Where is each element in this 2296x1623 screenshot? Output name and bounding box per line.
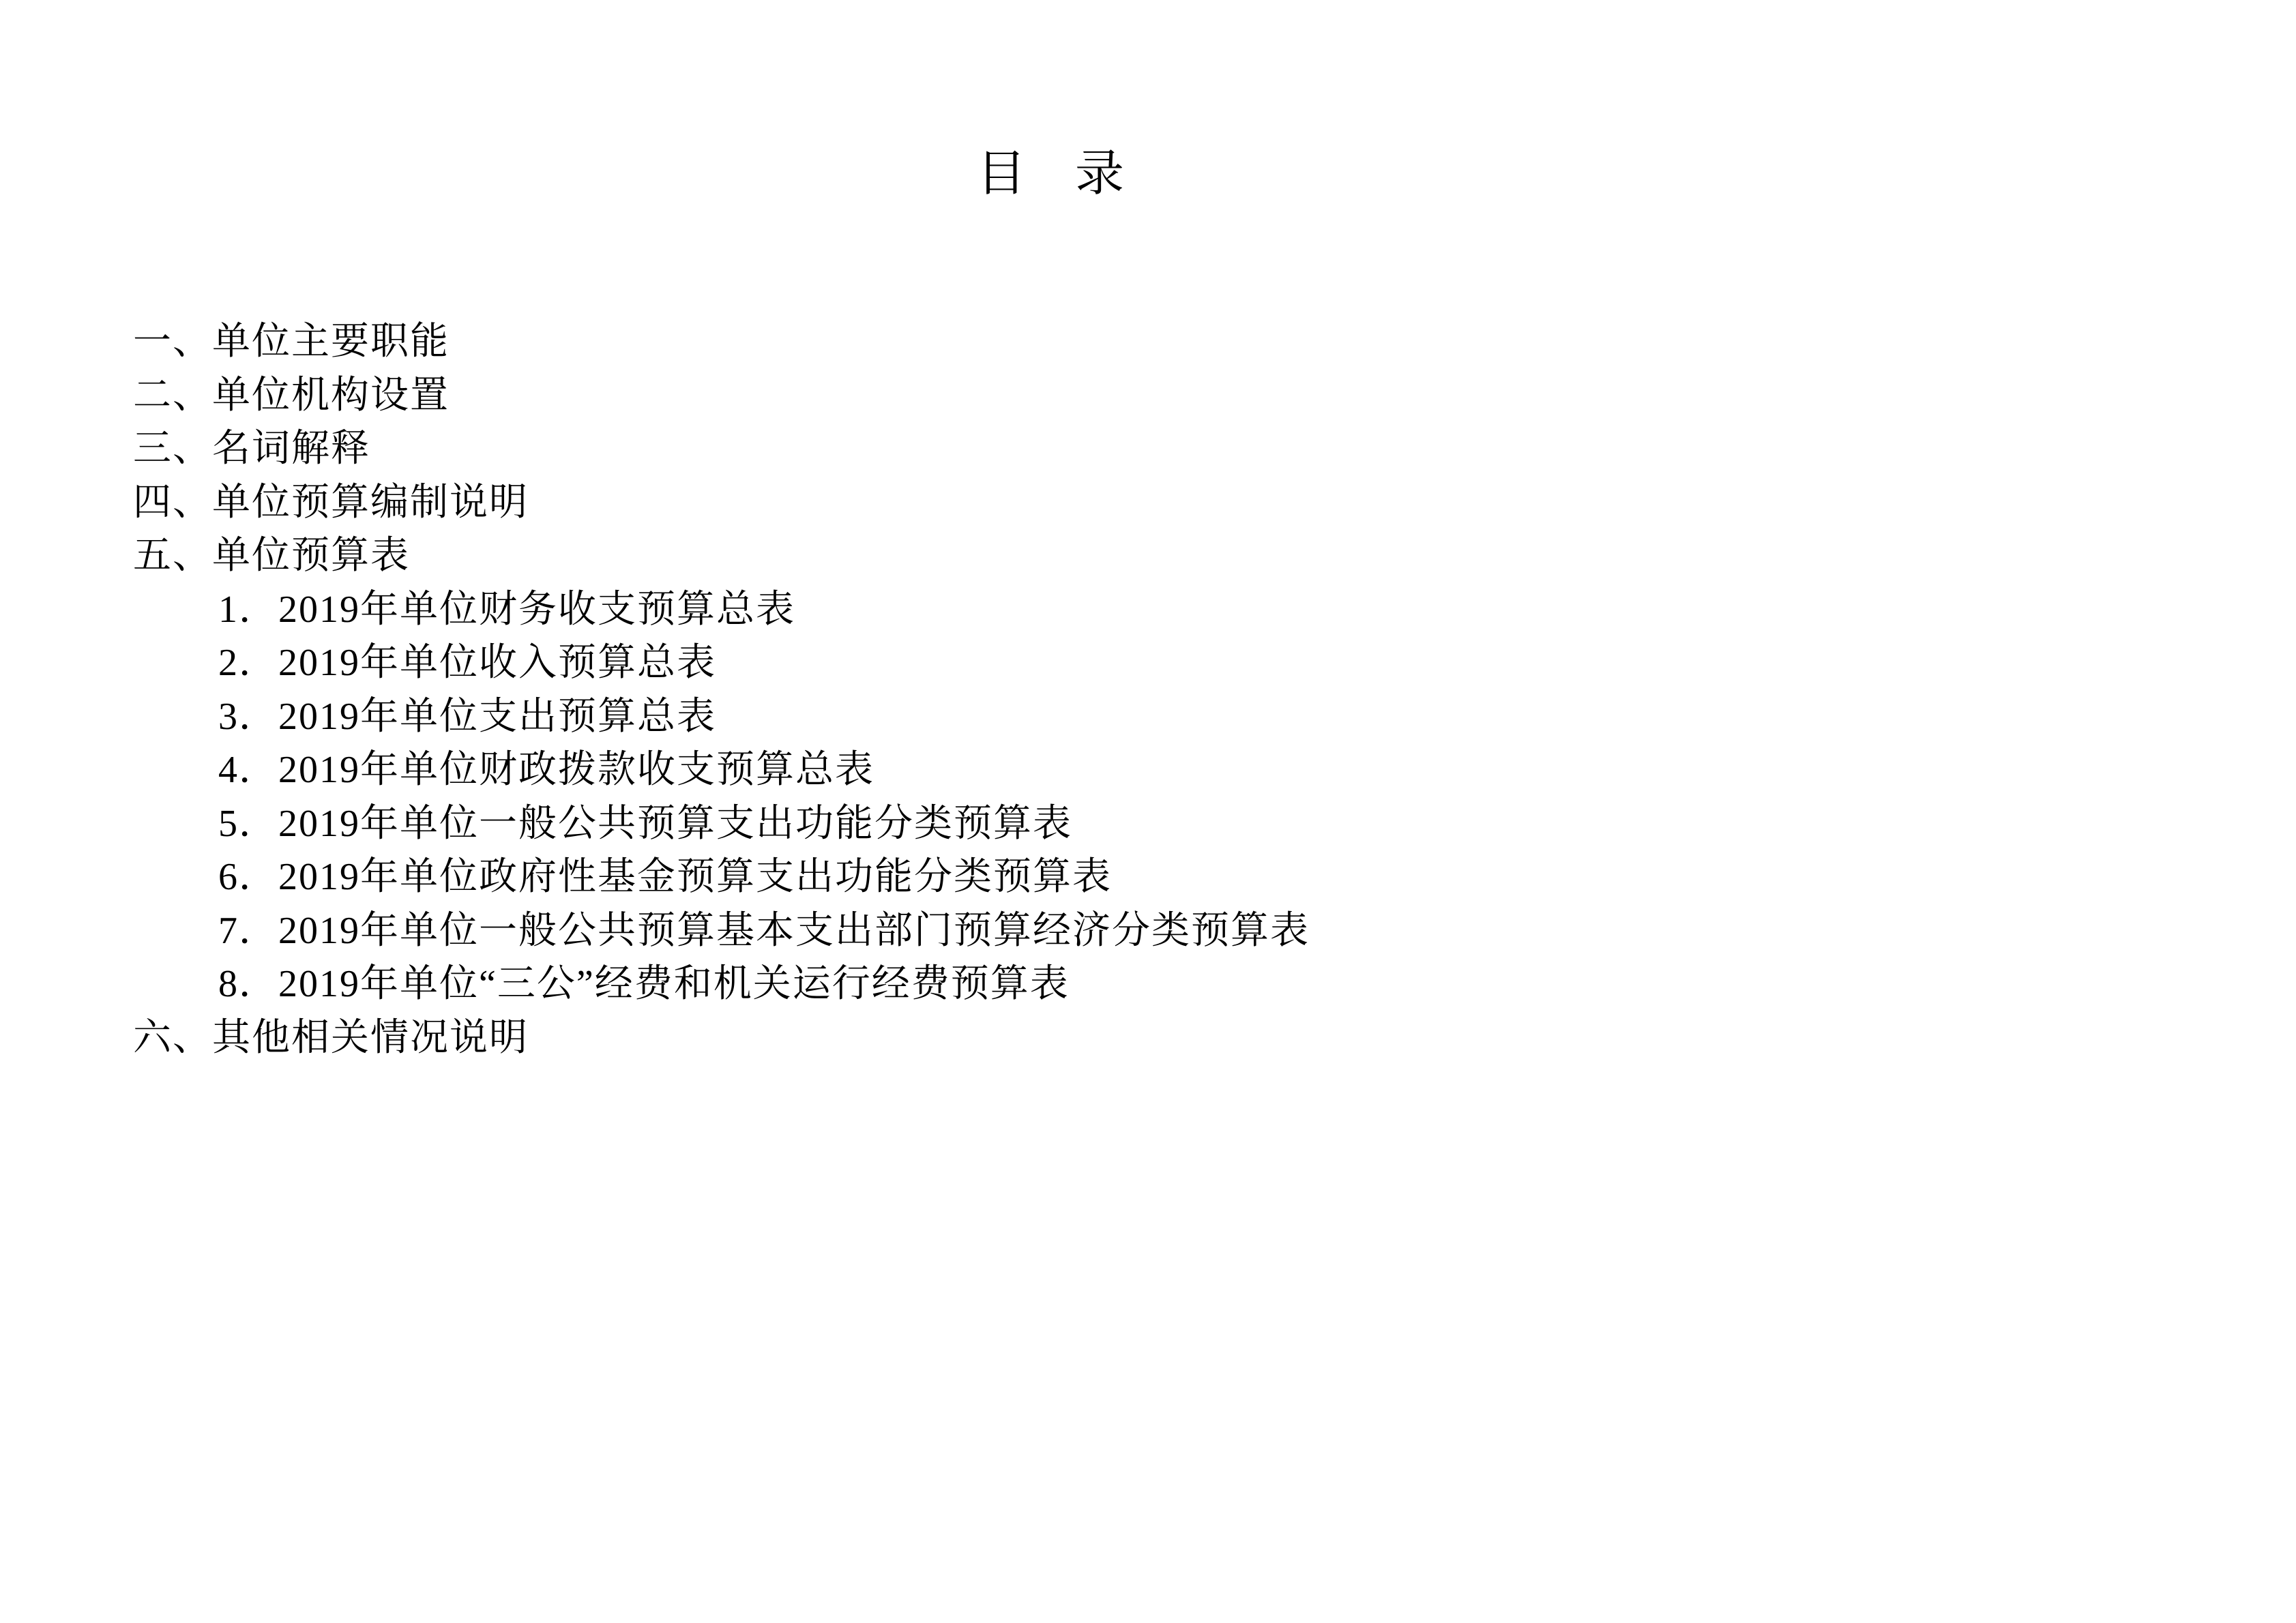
toc-subitem: 3．2019年单位支出预算总表	[218, 695, 716, 738]
toc-subitem: 4．2019年单位财政拨款收支预算总表	[218, 749, 874, 791]
toc-subitem: 1．2019年单位财务收支预算总表	[218, 588, 795, 631]
toc-item: 一、单位主要职能	[133, 321, 450, 363]
toc-subitem: 6．2019年单位政府性基金预算支出功能分类预算表	[218, 856, 1112, 898]
toc-list	[0, 315, 2296, 1064]
page-title: 目 录	[976, 147, 1124, 201]
toc-item: 二、单位机构设置	[133, 374, 450, 417]
toc-subitem: 2．2019年单位收入预算总表	[218, 642, 716, 684]
toc-item: 四、单位预算编制说明	[133, 481, 529, 524]
toc-subitem: 8．2019年单位“三公”经费和机关运行经费预算表	[218, 963, 1070, 1005]
toc-item: 五、单位预算表	[133, 535, 410, 577]
toc-subitem: 5．2019年单位一般公共预算支出功能分类预算表	[218, 802, 1072, 845]
toc-subitem: 7．2019年单位一般公共预算基本支出部门预算经济分类预算表	[218, 909, 1310, 952]
toc-item: 三、名词解释	[133, 428, 370, 470]
toc-item: 六、其他相关情况说明	[133, 1016, 529, 1059]
